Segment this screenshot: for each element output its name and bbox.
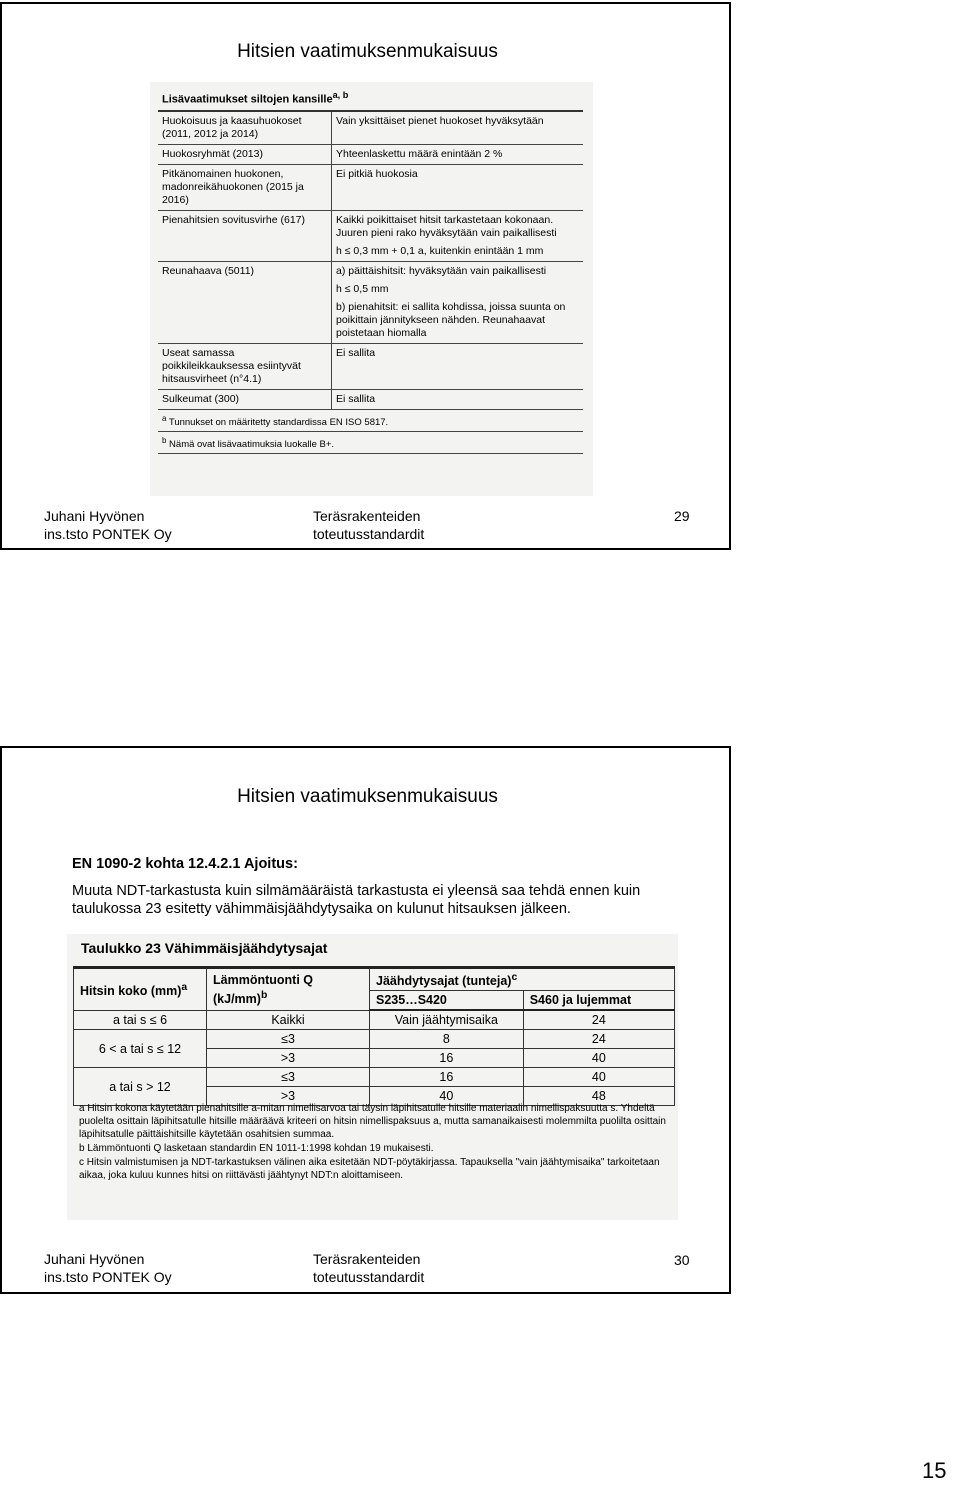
cell-t1: 40 [370, 1087, 524, 1106]
table-row [158, 261, 583, 343]
topic-line: toteutusstandardit [313, 526, 425, 542]
header-text: Hitsin koko (mm) [80, 983, 182, 998]
cell-q: ≤3 [207, 1068, 370, 1087]
cell-q: >3 [207, 1049, 370, 1068]
table-row [158, 343, 583, 389]
row-value: Yhteenlaskettu määrä enintään 2 % [332, 144, 584, 164]
footnote-text: Tunnukset on määritetty standardissa EN ISO 5817. [168, 416, 389, 428]
cell-size: a tai s ≤ 6 [74, 1010, 207, 1030]
footnote-mark: b [162, 435, 167, 445]
table-header-sup: a, b [332, 90, 349, 100]
slide-number: 29 [674, 508, 690, 524]
row-label: Pienahitsien sovitusvirhe (617) [158, 210, 332, 261]
table-row [158, 210, 583, 261]
table-row [158, 164, 583, 210]
topic-line: Teräsrakenteiden [313, 508, 421, 524]
requirements-table [158, 86, 583, 454]
table-title: Taulukko 23 Vähimmäisjäähdytysajat [81, 940, 328, 956]
section-heading: EN 1090-2 kohta 12.4.2.1 Ajoitus: [72, 856, 298, 872]
row-value-line: a) päittäishitsit: hyväksytään vain paikallisesti [336, 264, 547, 277]
footer-topic [313, 1250, 424, 1286]
cell-t2: 40 [523, 1068, 674, 1087]
author-name: Juhani Hyvönen [44, 508, 145, 524]
footnote-row [158, 409, 583, 431]
header-row [74, 968, 675, 991]
table-note: b Lämmöntuonti Q lasketaan standardin EN 1011-1:1998 kohdan 19 mukaisesti. [79, 1143, 434, 1154]
cell-size: a tai s > 12 [74, 1068, 207, 1106]
body-paragraph: Muuta NDT-tarkastusta kuin silmämääräistä tarkastusta ei yleensä saa tehdä ennen kuin taulukossa 23 esitetty vähimmäisjäähdytysaika on kulunut hitsauksen jälkeen. [72, 883, 641, 917]
row-value-line: Kaikki poikittaiset hitsit tarkastetaan kokonaan. Juuren pieni rako hyväksytään vain paikallisesti [336, 213, 557, 239]
author-name: Juhani Hyvönen [44, 1251, 145, 1267]
header-text: Jäähdytysajat (tunteja) [376, 974, 512, 989]
header-text: Lämmöntuonti Q (kJ/mm) [213, 972, 313, 1006]
cell-q: >3 [207, 1087, 370, 1106]
row-label: Huokosryhmät (2013) [158, 144, 332, 164]
table-note: a Hitsin kokona käytetään pienahitsille a-mitan nimellisarvoa tai täysin läpihitsatulle hitsille materiaalin nimellispaksuutta s. Yhdeltä puolelta osittain läpihitsatulle hitsille määräävä kriteeri on hitsin nimellispaksuus a, mutta samanaikaisesti molemmilta puolilta osittain läpihitsatulle päittäishitsille käytetään osahitsien summaa. [79, 1103, 666, 1140]
cell-t2: 48 [523, 1087, 674, 1106]
company-name: ins.tsto PONTEK Oy [44, 1269, 172, 1285]
footer-topic [313, 507, 424, 543]
table-note: c Hitsin valmistumisen ja NDT-tarkastuksen välinen aika esitetään NDT-pöytäkirjassa. Tapauksella "vain jäähtymisaika" tarkoitetaan aikaa, joka kuluu kunnes hitsi on riittävästi jäähtynyt NDT:n aloittamiseen. [79, 1157, 660, 1181]
row-value-line: h ≤ 0,3 mm + 0,1 a, kuitenkin enintään 1 mm [336, 244, 544, 257]
footnote [158, 409, 583, 431]
company-name: ins.tsto PONTEK Oy [44, 526, 172, 542]
topic-line: Teräsrakenteiden [313, 1251, 421, 1267]
header-sup: c [511, 972, 518, 983]
cell-t2: 24 [523, 1030, 674, 1049]
cell-t1: 16 [370, 1049, 524, 1068]
col-header-heat-input [207, 968, 370, 1011]
row-value [332, 210, 584, 261]
row-label: Huokoisuus ja kaasuhuokoset (2011, 2012 ja 2014) [158, 111, 332, 145]
row-value-line: h ≤ 0,5 mm [336, 282, 389, 295]
header-sup: b [260, 989, 268, 1001]
cell-t1: 8 [370, 1030, 524, 1049]
table-row [74, 1068, 675, 1087]
row-label: Pitkänomainen huokonen, madonreikähuokonen (2015 ja 2016) [158, 164, 332, 210]
footnote [158, 431, 583, 453]
cell-t1: 16 [370, 1068, 524, 1087]
table-header-text: Lisävaatimukset siltojen kansille [162, 93, 333, 106]
table-row [158, 389, 583, 409]
row-value: Ei sallita [332, 343, 584, 389]
cell-t2: 40 [523, 1049, 674, 1068]
subheader-cell: S460 ja lujemmat [523, 991, 674, 1011]
col-header-cooling [370, 968, 675, 991]
cell-q: Kaikki [207, 1010, 370, 1030]
row-value [332, 261, 584, 343]
footnote-mark: a [162, 413, 167, 423]
footnote-text: Nämä ovat lisävaatimuksia luokalle B+. [169, 438, 335, 450]
table-row [74, 1010, 675, 1030]
row-label: Useat samassa poikkileikkauksessa esiintyvät hitsausvirheet (n°4.1) [158, 343, 332, 389]
cell-t2: 24 [523, 1010, 674, 1030]
footnote-row [158, 431, 583, 453]
slide-title: Hitsien vaatimuksenmukaisuus [237, 786, 498, 807]
cell-size: 6 < a tai s ≤ 12 [74, 1030, 207, 1068]
table-row [158, 144, 583, 164]
cell-q: ≤3 [207, 1030, 370, 1049]
row-value-line: b) pienahitsit: ei sallita kohdissa, joissa suunta on poikittain jännitykseen nähden. Reunahaavat poistetaan hiomalla [336, 300, 566, 339]
slide-29 [0, 2, 731, 550]
cell-t1: Vain jäähtymisaika [370, 1010, 524, 1030]
subheader-cell: S235…S420 [370, 991, 524, 1011]
cooling-time-table [73, 966, 675, 1106]
col-header-size [74, 968, 207, 1011]
topic-line: toteutusstandardit [313, 1269, 425, 1285]
scanned-table-image [150, 82, 593, 496]
table-row [158, 111, 583, 145]
row-value: Vain yksittäiset pienet huokoset hyväksytään [332, 111, 584, 145]
table-row [74, 1030, 675, 1049]
scanned-table-image [67, 934, 678, 1220]
header-sup: a [181, 981, 188, 993]
slide-title: Hitsien vaatimuksenmukaisuus [237, 41, 498, 62]
slide-30 [0, 746, 731, 1294]
footer-author [44, 1250, 172, 1286]
row-value: Ei pitkiä huokosia [332, 164, 584, 210]
table-header [158, 86, 583, 111]
row-label: Sulkeumat (300) [158, 389, 332, 409]
row-label: Reunahaava (5011) [158, 261, 332, 343]
row-value: Ei sallita [332, 389, 584, 409]
table-notes [79, 1102, 671, 1183]
footer-author [44, 507, 172, 543]
slide-number: 30 [674, 1252, 690, 1268]
page-number: 15 [922, 1458, 947, 1483]
